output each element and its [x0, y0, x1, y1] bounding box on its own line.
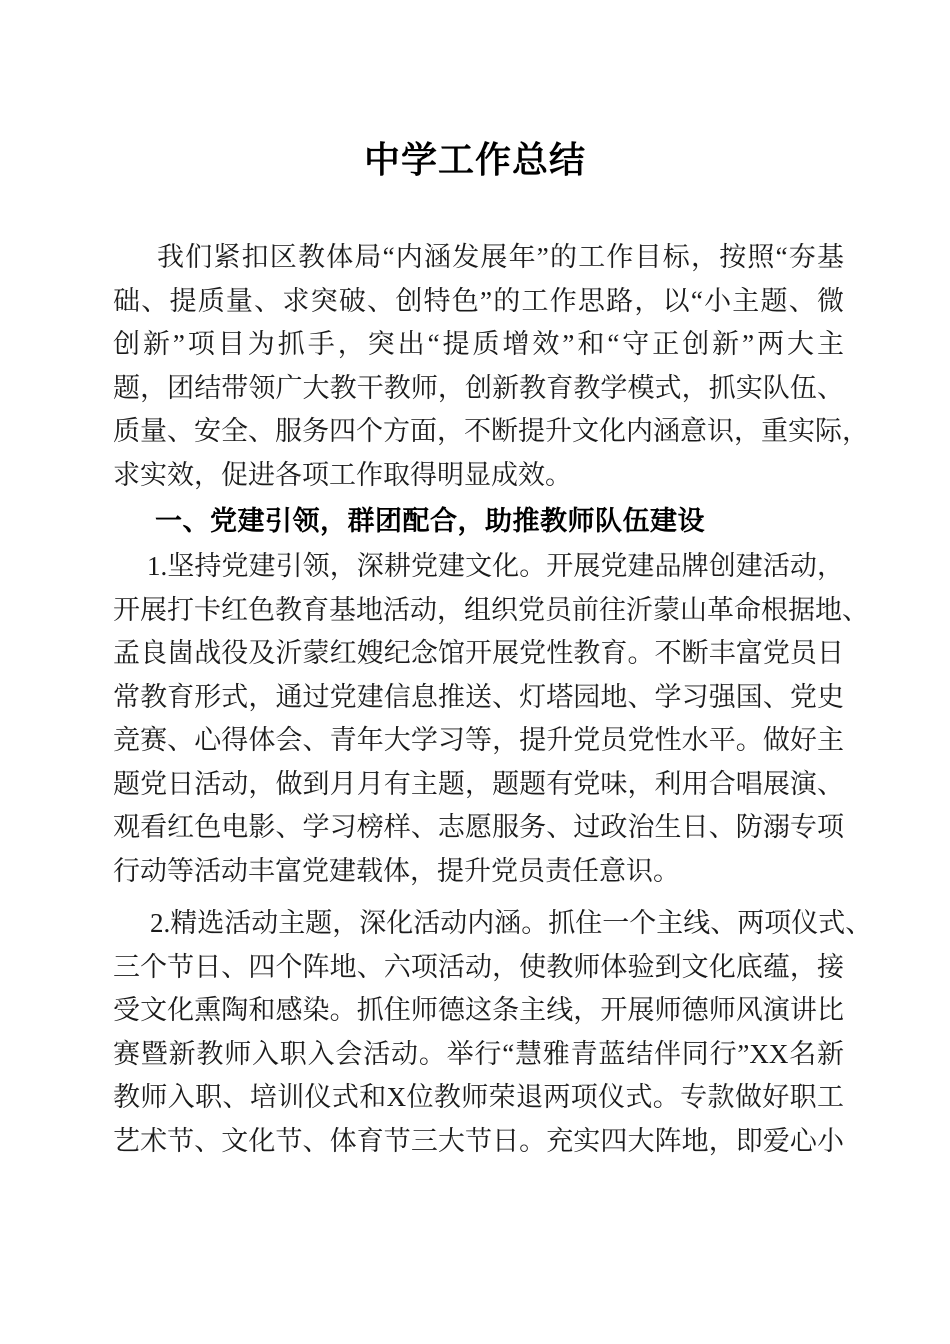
- text-line: 常教育形式，通过党建信息推送、灯塔园地、学习强国、党史: [113, 681, 844, 712]
- paragraph-intro: [113, 236, 869, 497]
- text-line: 1.坚持党建引领，深耕党建文化。开展党建品牌创建活动，: [147, 551, 844, 581]
- text-line: 开展打卡红色教育基地活动，组织党员前往沂蒙山革命根据地、: [113, 594, 869, 625]
- text-line: 题，团结带领广大教干教师，创新教育教学模式，抓实队伍、: [113, 372, 844, 403]
- text-line: 受文化熏陶和感染。抓住师德这条主线，开展师德师风演讲比: [113, 995, 844, 1025]
- text-line: 观看红色电影、学习榜样、志愿服务、过政治生日、防溺专项: [113, 812, 844, 842]
- text-line: 质量、安全、服务四个方面，不断提升文化内涵意识，重实际，: [113, 416, 869, 446]
- text-line: 孟良崮战役及沂蒙红嫂纪念馆开展党性教育。不断丰富党员日: [113, 638, 844, 668]
- paragraph-item-1: [113, 545, 869, 893]
- section-heading-party-building: 一、党建引领，群团配合，助推教师队伍建设: [155, 506, 705, 536]
- document-title: 中学工作总结: [363, 140, 586, 180]
- text-line: 三个节日、四个阵地、六项活动，使教师体验到文化底蕴，接: [113, 951, 844, 982]
- text-line: 题党日活动，做到月月有主题，题题有党味，利用合唱展演、: [113, 768, 844, 799]
- text-line: 我们紧扣区教体局“内涵发展年”的工作目标，按照“夯基: [157, 242, 844, 272]
- text-line: 教师入职、培训仪式和X位教师荣退两项仪式。专款做好职工: [113, 1082, 844, 1112]
- text-line: 础、提质量、求突破、创特色”的工作思路，以“小主题、微: [113, 285, 844, 316]
- text-line: 赛暨新教师入职入会活动。举行“慧雅青蓝结伴同行”XX名新: [113, 1038, 844, 1069]
- text-line: 竞赛、心得体会、青年大学习等，提升党员党性水平。做好主: [113, 725, 844, 755]
- paragraph-item-2: [113, 902, 873, 1163]
- text-line: 创新”项目为抓手，突出“提质增效”和“守正创新”两大主: [113, 329, 844, 359]
- text-line: 求实效，促进各项工作取得明显成效。: [113, 459, 572, 490]
- text-line: 行动等活动丰富党建载体，提升党员责任意识。: [113, 855, 680, 886]
- text-line: 艺术节、文化节、体育节三大节日。充实四大阵地，即爱心小: [113, 1125, 844, 1156]
- text-line: 2.精选活动主题，深化活动内涵。抓住一个主线、两项仪式、: [150, 908, 873, 938]
